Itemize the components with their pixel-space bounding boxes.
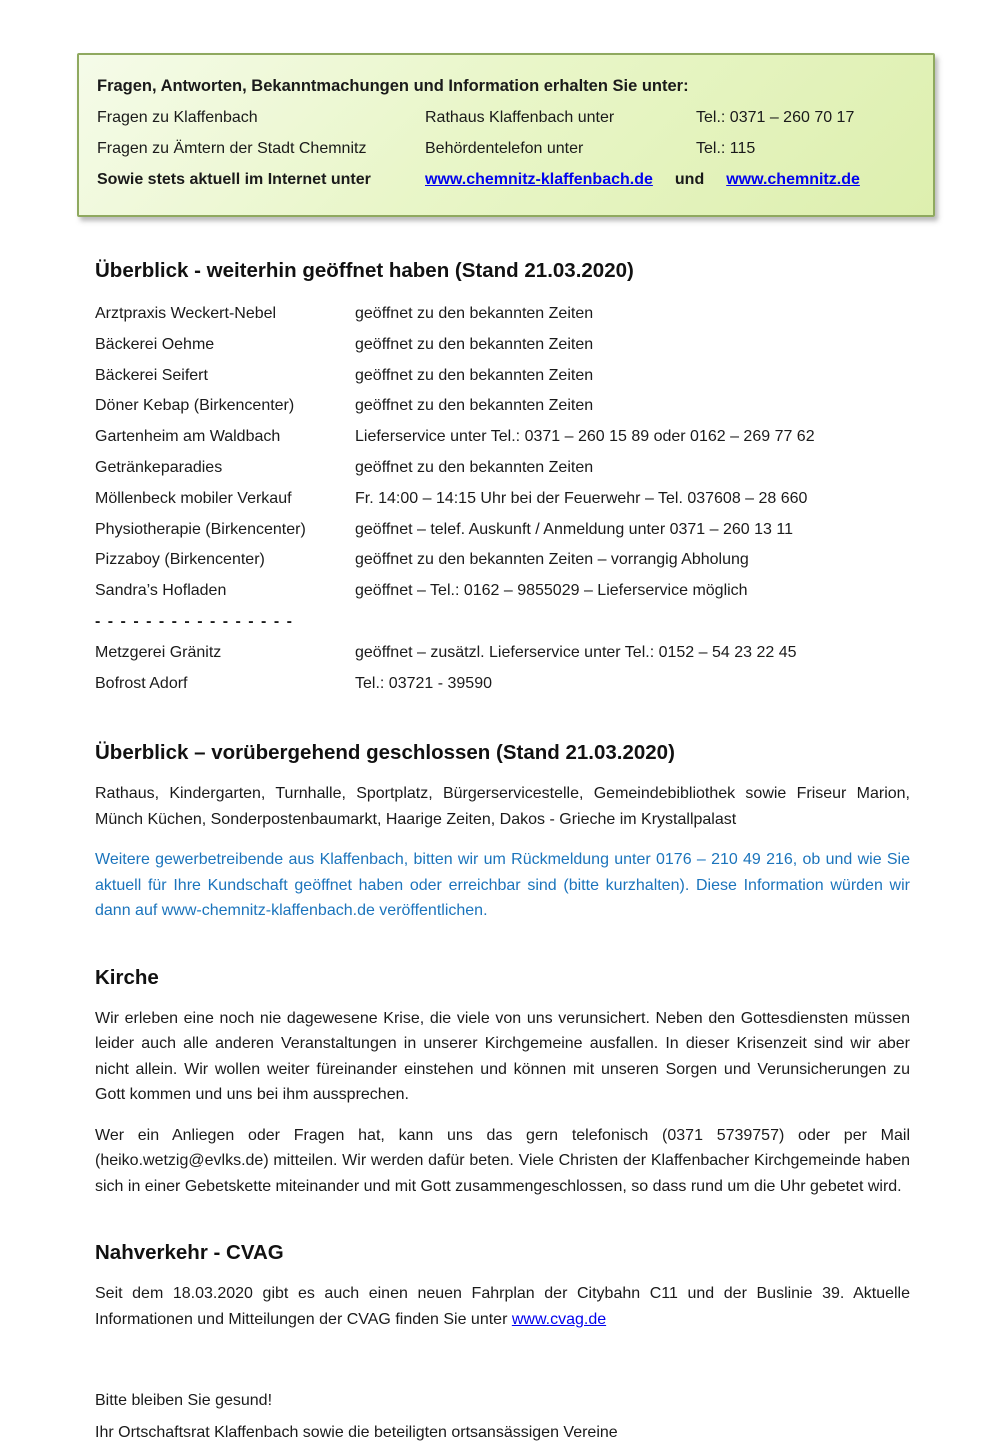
list-item: [95, 545, 910, 576]
open-list: [95, 299, 910, 699]
list-item: [95, 391, 910, 422]
info-box-topic: Fragen zu Ämtern der Stadt Chemnitz: [97, 140, 367, 157]
list-item: [95, 484, 910, 515]
kirche-paragraph-1: Wir erleben eine noch nie dagewesene Krise, die viele von uns verunsichert. Neben den Gottesdiensten müssen leider auch alle anderen Veranstaltungen in unserer Kirchgemeine ausfallen. In dieser Krisenzeit sind wir aber nicht allein. Wir wollen weiter füreinander einstehen und können mit unseren Sorgen und Verunsicherungen zu Gott kommen und uns bei ihm aussprechen.: [95, 1009, 910, 1104]
list-item: [95, 361, 910, 392]
document-body: [95, 259, 910, 1445]
conjunction-text: und: [674, 171, 705, 188]
info-box-row: [97, 133, 915, 164]
info-box-title: Fragen, Antworten, Bekanntmachungen und Information erhalten Sie unter:: [97, 77, 689, 95]
business-name: Pizzaboy (Birkencenter): [95, 551, 265, 569]
business-name: Bofrost Adorf: [95, 674, 188, 692]
business-status: Fr. 14:00 – 14:15 Uhr bei der Feuerwehr – Tel. 037608 – 28 660: [355, 489, 808, 507]
heading-closed-overview: Überblick – vorübergehend geschlossen (Stand 21.03.2020): [95, 741, 675, 765]
spacer: [704, 164, 726, 195]
business-status: geöffnet – zusätzl. Lieferservice unter Tel.: 0152 – 54 23 22 45: [355, 643, 797, 661]
info-box-place: Behördentelefon unter: [425, 140, 584, 157]
business-name: Bäckerei Seifert: [95, 366, 208, 384]
closing-signature: Ihr Ortschaftsrat Klaffenbach sowie die beteiligten ortsansässigen Vereine: [95, 1423, 618, 1441]
business-name: Döner Kebap (Birkencenter): [95, 397, 295, 415]
business-status: geöffnet zu den bekannten Zeiten: [355, 305, 594, 322]
feedback-notice: Weitere gewerbetreibende aus Klaffenbach, bitten wir um Rückmeldung unter 0176 – 210 49 216, ob und wie Sie aktuell für Ihre Kundschaft geöffnet haben oder erreichbar sind (bitte kurzhalten). Diese Information würden wir dann auf www-chemnitz-klaffenbach.de veröffentlichen.: [95, 851, 910, 920]
list-item: [95, 515, 910, 546]
business-status: geöffnet zu den bekannten Zeiten: [355, 458, 594, 476]
info-box-phone: Tel.: 115: [696, 140, 756, 157]
list-item: [95, 576, 910, 607]
business-name: Physiotherapie (Birkencenter): [95, 520, 306, 538]
heading-kirche: Kirche: [95, 965, 159, 989]
heading-open-overview: Überblick - weiterhin geöffnet haben (Stand 21.03.2020): [95, 259, 634, 282]
info-box-footer-label: Sowie stets aktuell im Internet unter: [97, 171, 371, 188]
business-status: Lieferservice unter Tel.: 0371 – 260 15 89 oder 0162 – 269 77 62: [355, 428, 815, 446]
business-status: geöffnet zu den bekannten Zeiten: [355, 335, 594, 353]
link-chemnitz-klaffenbach[interactable]: www.chemnitz-klaffenbach.de: [425, 171, 653, 188]
info-box: [77, 53, 935, 217]
list-item: [95, 669, 910, 700]
business-name: Metzgerei Gränitz: [95, 643, 222, 661]
link-cvag[interactable]: www.cvag.de: [511, 1310, 607, 1328]
info-box-place: Rathaus Klaffenbach unter: [425, 109, 615, 126]
nahverkehr-text: Seit dem 18.03.2020 gibt es auch einen neuen Fahrplan der Citybahn C11 und der Buslinie 39. Aktuelle Informationen und Mitteilungen der CVAG finden Sie unter: [95, 1285, 910, 1328]
closed-list-text: Rathaus, Kindergarten, Turnhalle, Sportplatz, Bürgerservicestelle, Gemeindebibliothek sowie Friseur Marion, Münch Küchen, Sonderpostenbaumarkt, Haarige Zeiten, Dakos - Grieche im Krystallpalast: [95, 785, 910, 828]
business-name: Sandra’s Hofladen: [95, 582, 227, 600]
list-item: [95, 330, 910, 361]
spacer: [653, 164, 675, 195]
info-box-topic: Fragen zu Klaffenbach: [97, 109, 258, 126]
business-name: Bäckerei Oehme: [95, 335, 215, 353]
business-status: geöffnet zu den bekannten Zeiten: [355, 397, 594, 415]
info-box-footer: [97, 164, 915, 195]
business-name: Getränkeparadies: [95, 458, 223, 476]
kirche-paragraph-2: Wer ein Anliegen oder Fragen hat, kann uns das gern telefonisch (0371 5739757) oder per Mail (heiko.wetzig@evlks.de) mitteilen. Wir werden dafür beten. Viele Christen der Klaffenbacher Kirchgemeinde haben sich in einer Gebetskette miteinander und mit Gott zusammengeschlossen, so dass rund um die Uhr gebetet wird.: [95, 1126, 910, 1195]
nahverkehr-paragraph: [95, 1281, 910, 1332]
info-box-phone: Tel.: 0371 – 260 70 17: [696, 109, 855, 126]
heading-nahverkehr: Nahverkehr - CVAG: [95, 1241, 284, 1265]
list-item: [95, 422, 910, 453]
business-status: geöffnet zu den bekannten Zeiten – vorrangig Abholung: [355, 551, 749, 569]
list-item: [95, 453, 910, 484]
link-chemnitz[interactable]: www.chemnitz.de: [726, 171, 860, 188]
business-status: geöffnet zu den bekannten Zeiten: [355, 366, 594, 384]
list-item: [95, 299, 910, 330]
closing-wish: Bitte bleiben Sie gesund!: [95, 1392, 273, 1410]
business-name: Möllenbeck mobiler Verkauf: [95, 489, 292, 507]
business-status: Tel.: 03721 - 39590: [355, 674, 492, 692]
dashed-separator: - - - - - - - - - - - - - - - -: [95, 612, 294, 630]
business-name: Gartenheim am Waldbach: [95, 428, 281, 446]
info-box-row: [97, 102, 915, 133]
page: [0, 53, 989, 1445]
business-status: geöffnet – Tel.: 0162 – 9855029 – Lieferservice möglich: [355, 582, 748, 600]
business-name: Arztpraxis Weckert-Nebel: [95, 305, 277, 322]
list-item: [95, 638, 910, 669]
business-status: geöffnet – telef. Auskunft / Anmeldung unter 0371 – 260 13 11: [355, 520, 793, 538]
